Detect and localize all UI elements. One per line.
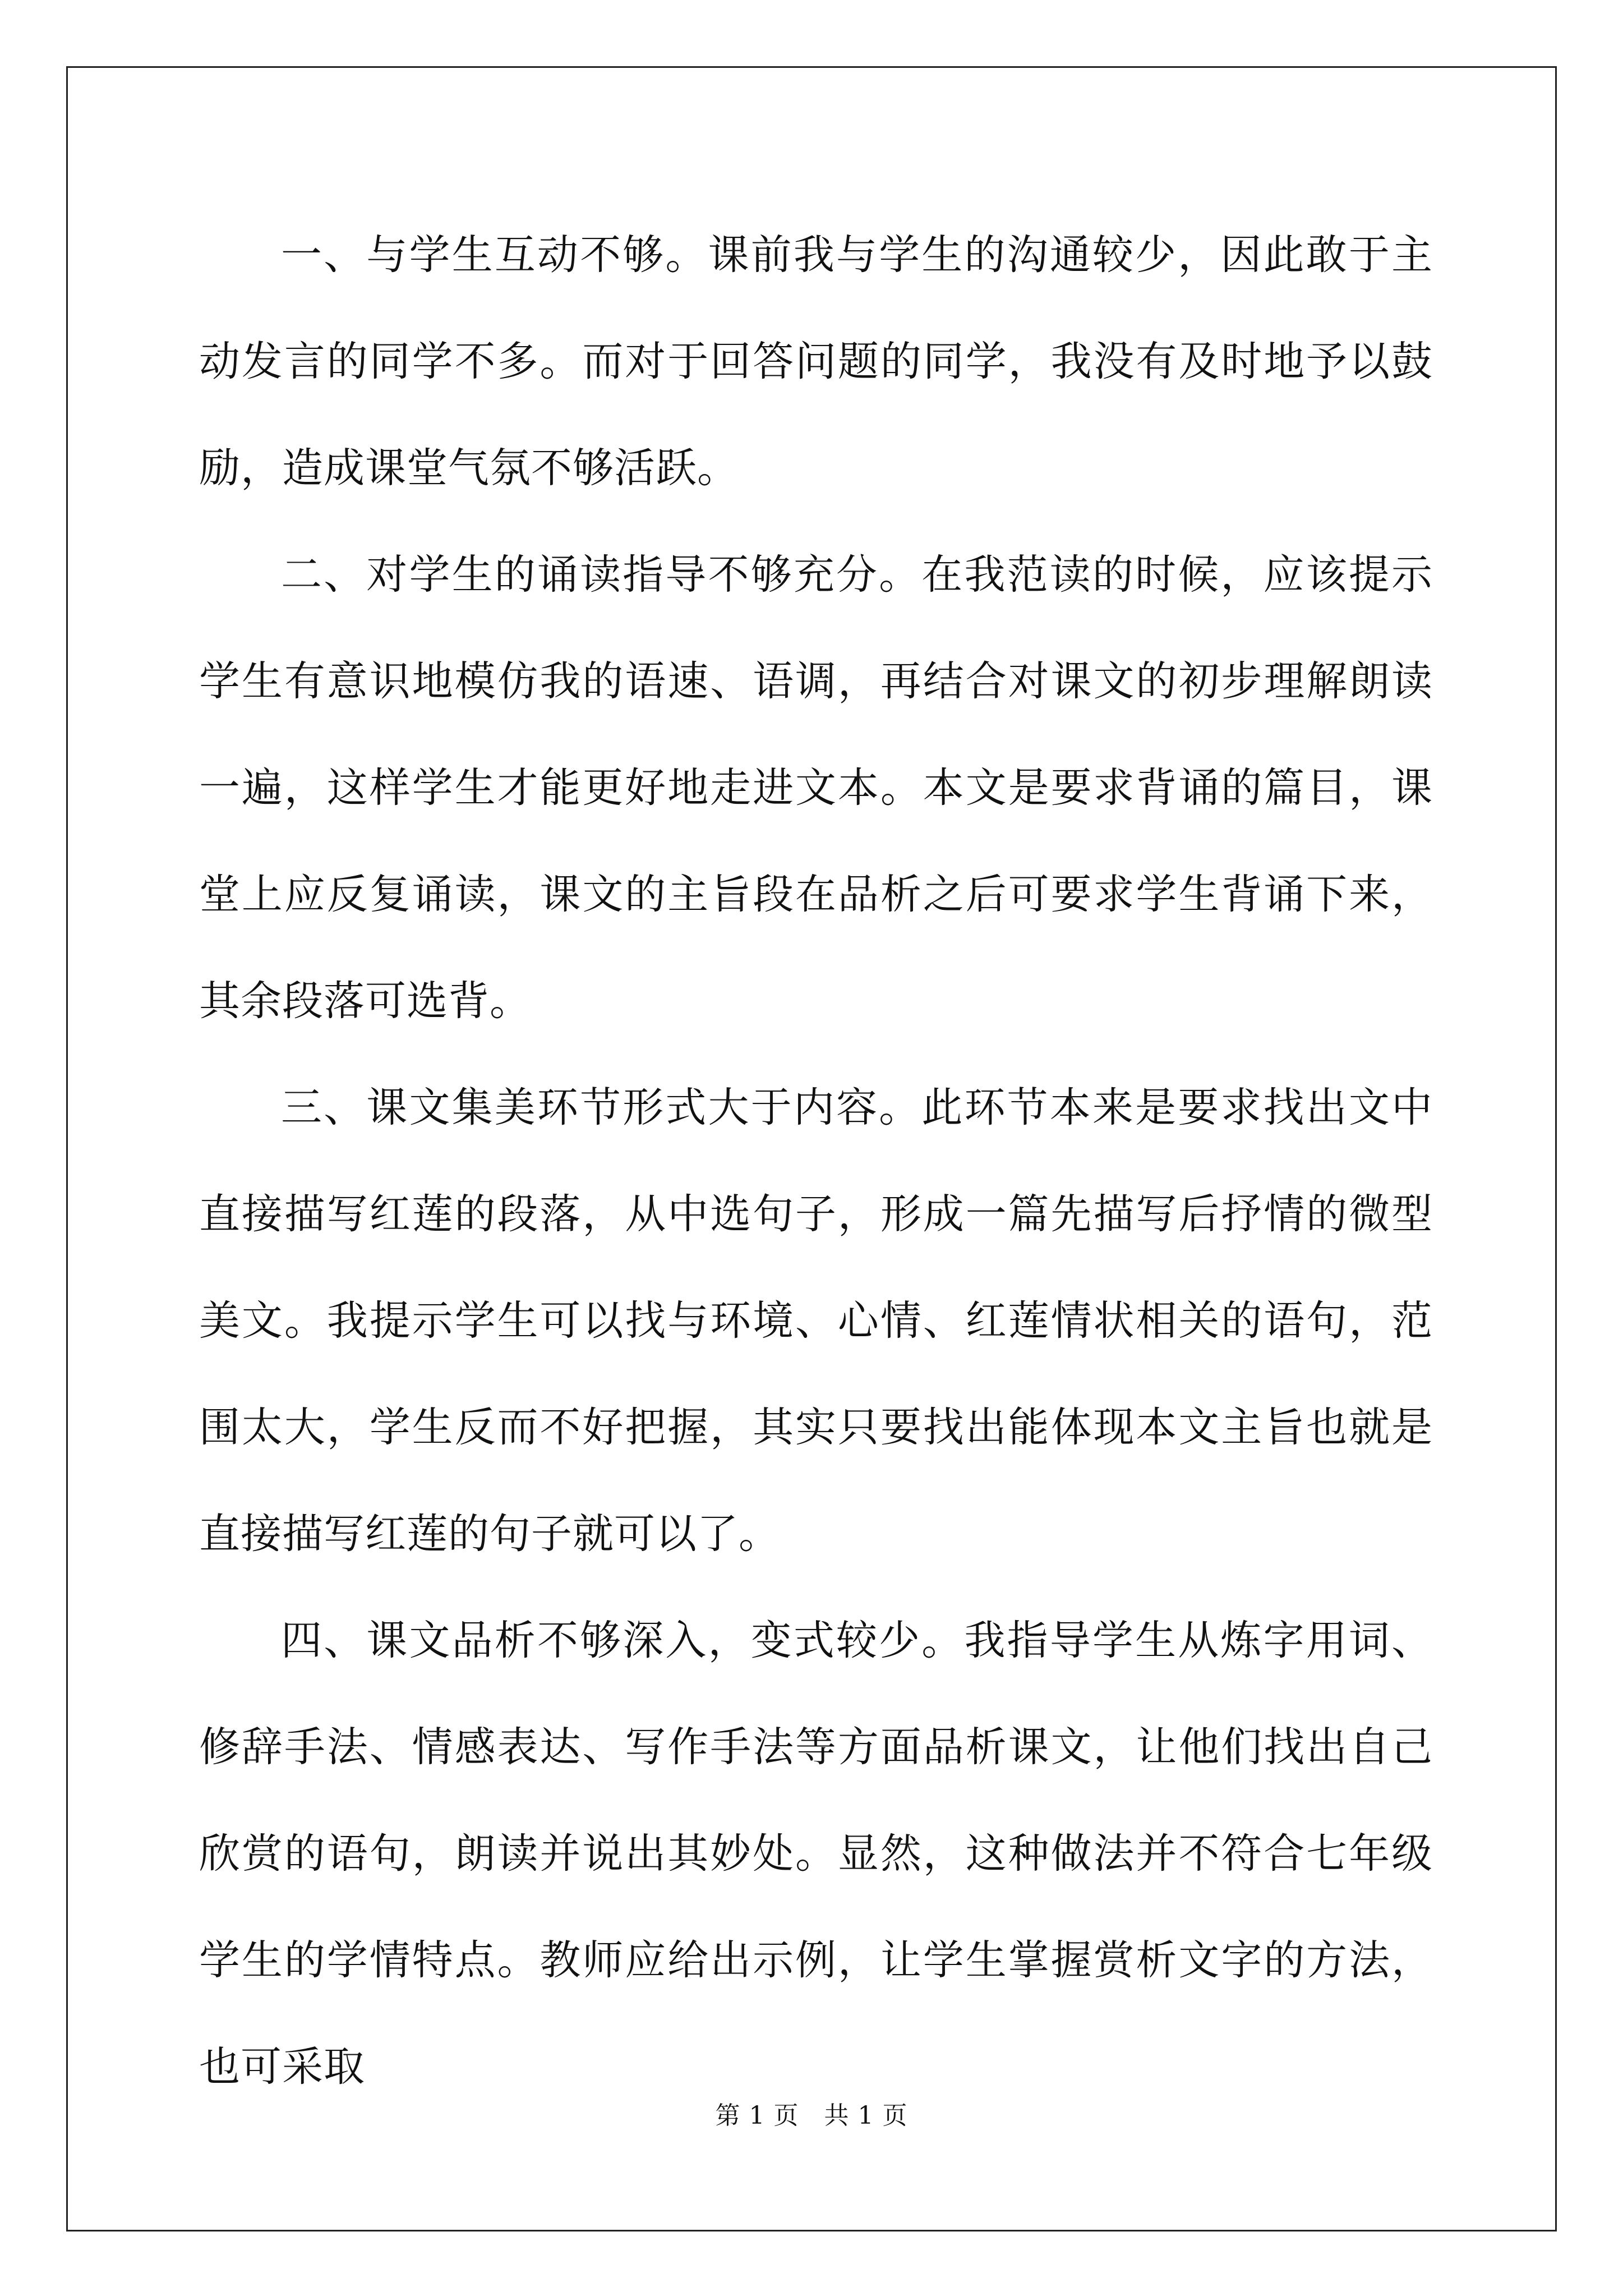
page-footer: 第 1 页 共 1 页 [715,2101,908,2130]
document-body [199,202,1433,2120]
paragraph-1: 一、与学生互动不够。课前我与学生的沟通较少，因此敢于主动发言的同学不多。而对于回答问题的同学，我没有及时地予以鼓励，造成课堂气氛不够活跃。 [199,231,1433,492]
paragraph-2: 二、对学生的诵读指导不够充分。在我范读的时候，应该提示学生有意识地模仿我的语速、语调，再结合对课文的初步理解朗读一遍，这样学生才能更好地走进文本。本文是要求背诵的篇目，课堂上应反复诵读，课文的主旨段在品析之后可要求学生背诵下来，其余段落可选背。 [199,551,1433,1025]
paragraph-3: 三、课文集美环节形式大于内容。此环节本来是要求找出文中直接描写红莲的段落，从中选句子，形成一篇先描写后抒情的微型美文。我提示学生可以找与环境、心情、红莲情状相关的语句，范围太大，学生反而不好把握，其实只要找出能体现本文主旨也就是直接描写红莲的句子就可以了。 [199,1084,1433,1558]
paragraph-4: 四、课文品析不够深入，变式较少。我指导学生从炼字用词、修辞手法、情感表达、写作手法等方面品析课文，让他们找出自己欣赏的语句，朗读并说出其妙处。显然，这种做法并不符合七年级学生的学情特点。教师应给出示例，让学生掌握赏析文字的方法，也可采取 [199,1617,1433,2091]
